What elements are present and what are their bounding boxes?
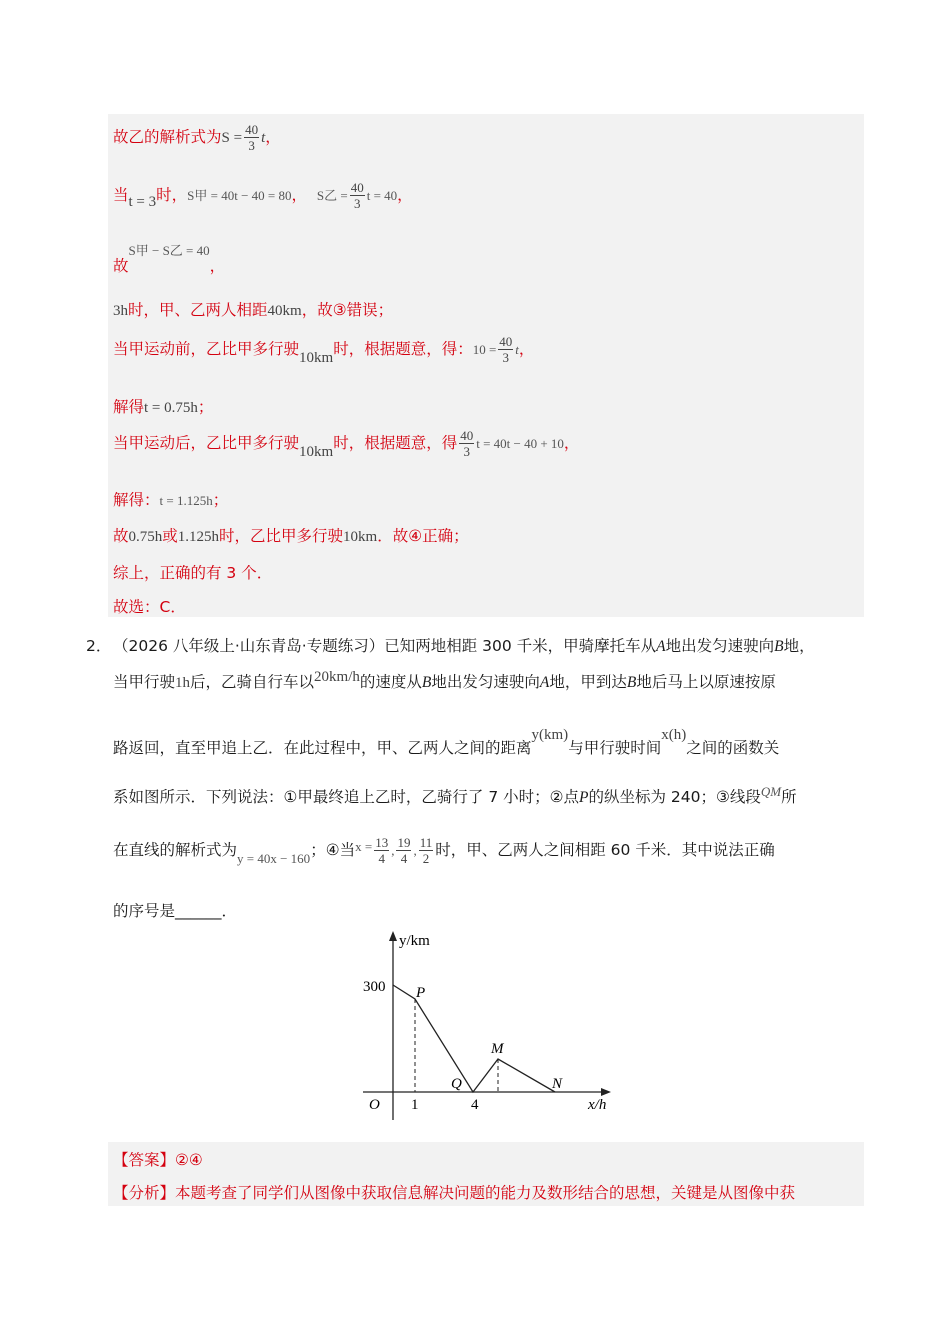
answer-line: 【答案】②④ xyxy=(113,1151,203,1169)
solution-line-10: 综上，正确的有 3 个． xyxy=(113,564,273,582)
point-Q-label: Q xyxy=(451,1076,462,1092)
solution-line-3: 故S甲 − S乙 = 40， xyxy=(113,243,226,275)
point-N-label: N xyxy=(552,1076,563,1092)
point-P-label: P xyxy=(416,985,426,1001)
y-tick-300: 300 xyxy=(363,979,386,995)
solution-line-9: 故0.75h或1.125h时，乙比甲多行驶10km．故④正确； xyxy=(113,527,469,545)
x-axis-label: x/h xyxy=(588,1097,607,1113)
x-tick-1: 1 xyxy=(411,1097,419,1113)
solution-line-5: 当甲运动前，乙比甲多行驶10km时，根据题意，得：10 = $\frac{40}{3}$ t， xyxy=(113,334,535,366)
solution-line-11: 故选：C． xyxy=(113,598,186,616)
point-M-label: M xyxy=(491,1041,504,1057)
question-line-4: 系如图所示．下列说法：①甲最终追上乙时，乙骑行了 7 小时；②点P的纵坐标为 240；③线段$^{QM}$所 xyxy=(113,784,797,806)
question-number: 2． xyxy=(86,637,112,655)
solution-line-7: 当甲运动后，乙比甲多行驶10km时，根据题意，得 $\frac{40}{3}$ t = 40t − 40 + 10， xyxy=(113,428,580,460)
analysis-line: 【分析】本题考查了同学们从图像中获取信息解决问题的能力及数形结合的思想，关键是从图像中获 xyxy=(113,1184,796,1202)
y-axis-arrow xyxy=(389,931,397,941)
function-graph xyxy=(355,925,620,1125)
question-line-6: 的序号是______． xyxy=(113,902,238,920)
question-line-3: 路返回，直至甲追上乙．在此过程中，甲、乙两人之间的距离y(km)与甲行驶时间x(h)之间的函数关 xyxy=(113,727,780,757)
question-line-1: （2026 八年级上·山东青岛·专题练习）已知两地相距 300 千米，甲骑摩托车从A地出发匀速驶向B地， xyxy=(113,637,815,655)
graph-line xyxy=(393,985,555,1092)
solution-line-8: 解得：t = 1.125h； xyxy=(113,491,229,509)
question-line-2: 当甲行驶1h后，乙骑自行车以20km/h的速度从B地出发匀速驶向A地，甲到达B地后马上以原速按原 xyxy=(113,669,776,691)
solution-line-2: 当t = 3时，S甲 = 40t − 40 = 80， S乙 = $\frac{40}{3}$ t = 40， xyxy=(113,180,413,211)
origin-label: O xyxy=(369,1097,380,1113)
x-axis-arrow xyxy=(601,1088,611,1096)
question-line-5: 在直线的解析式为$_{y = 40x - 160}$；④当$^{x =}$ $\frac{13}{4}$ , $\frac{19}{4}$ , $\frac{11}{2}$ 时，甲、乙两人之间相距 60 千米．其中说法正确 xyxy=(113,835,775,866)
solution-line-1: 故乙的解析式为S = $\frac{40}{3}$ t， xyxy=(113,122,281,153)
x-tick-4: 4 xyxy=(471,1097,479,1113)
solution-line-4: 3h时，甲、乙两人相距40km，故③错误； xyxy=(113,301,394,319)
solution-line-6: 解得t = 0.75h； xyxy=(113,398,214,416)
y-axis-label: y/km xyxy=(399,933,430,949)
